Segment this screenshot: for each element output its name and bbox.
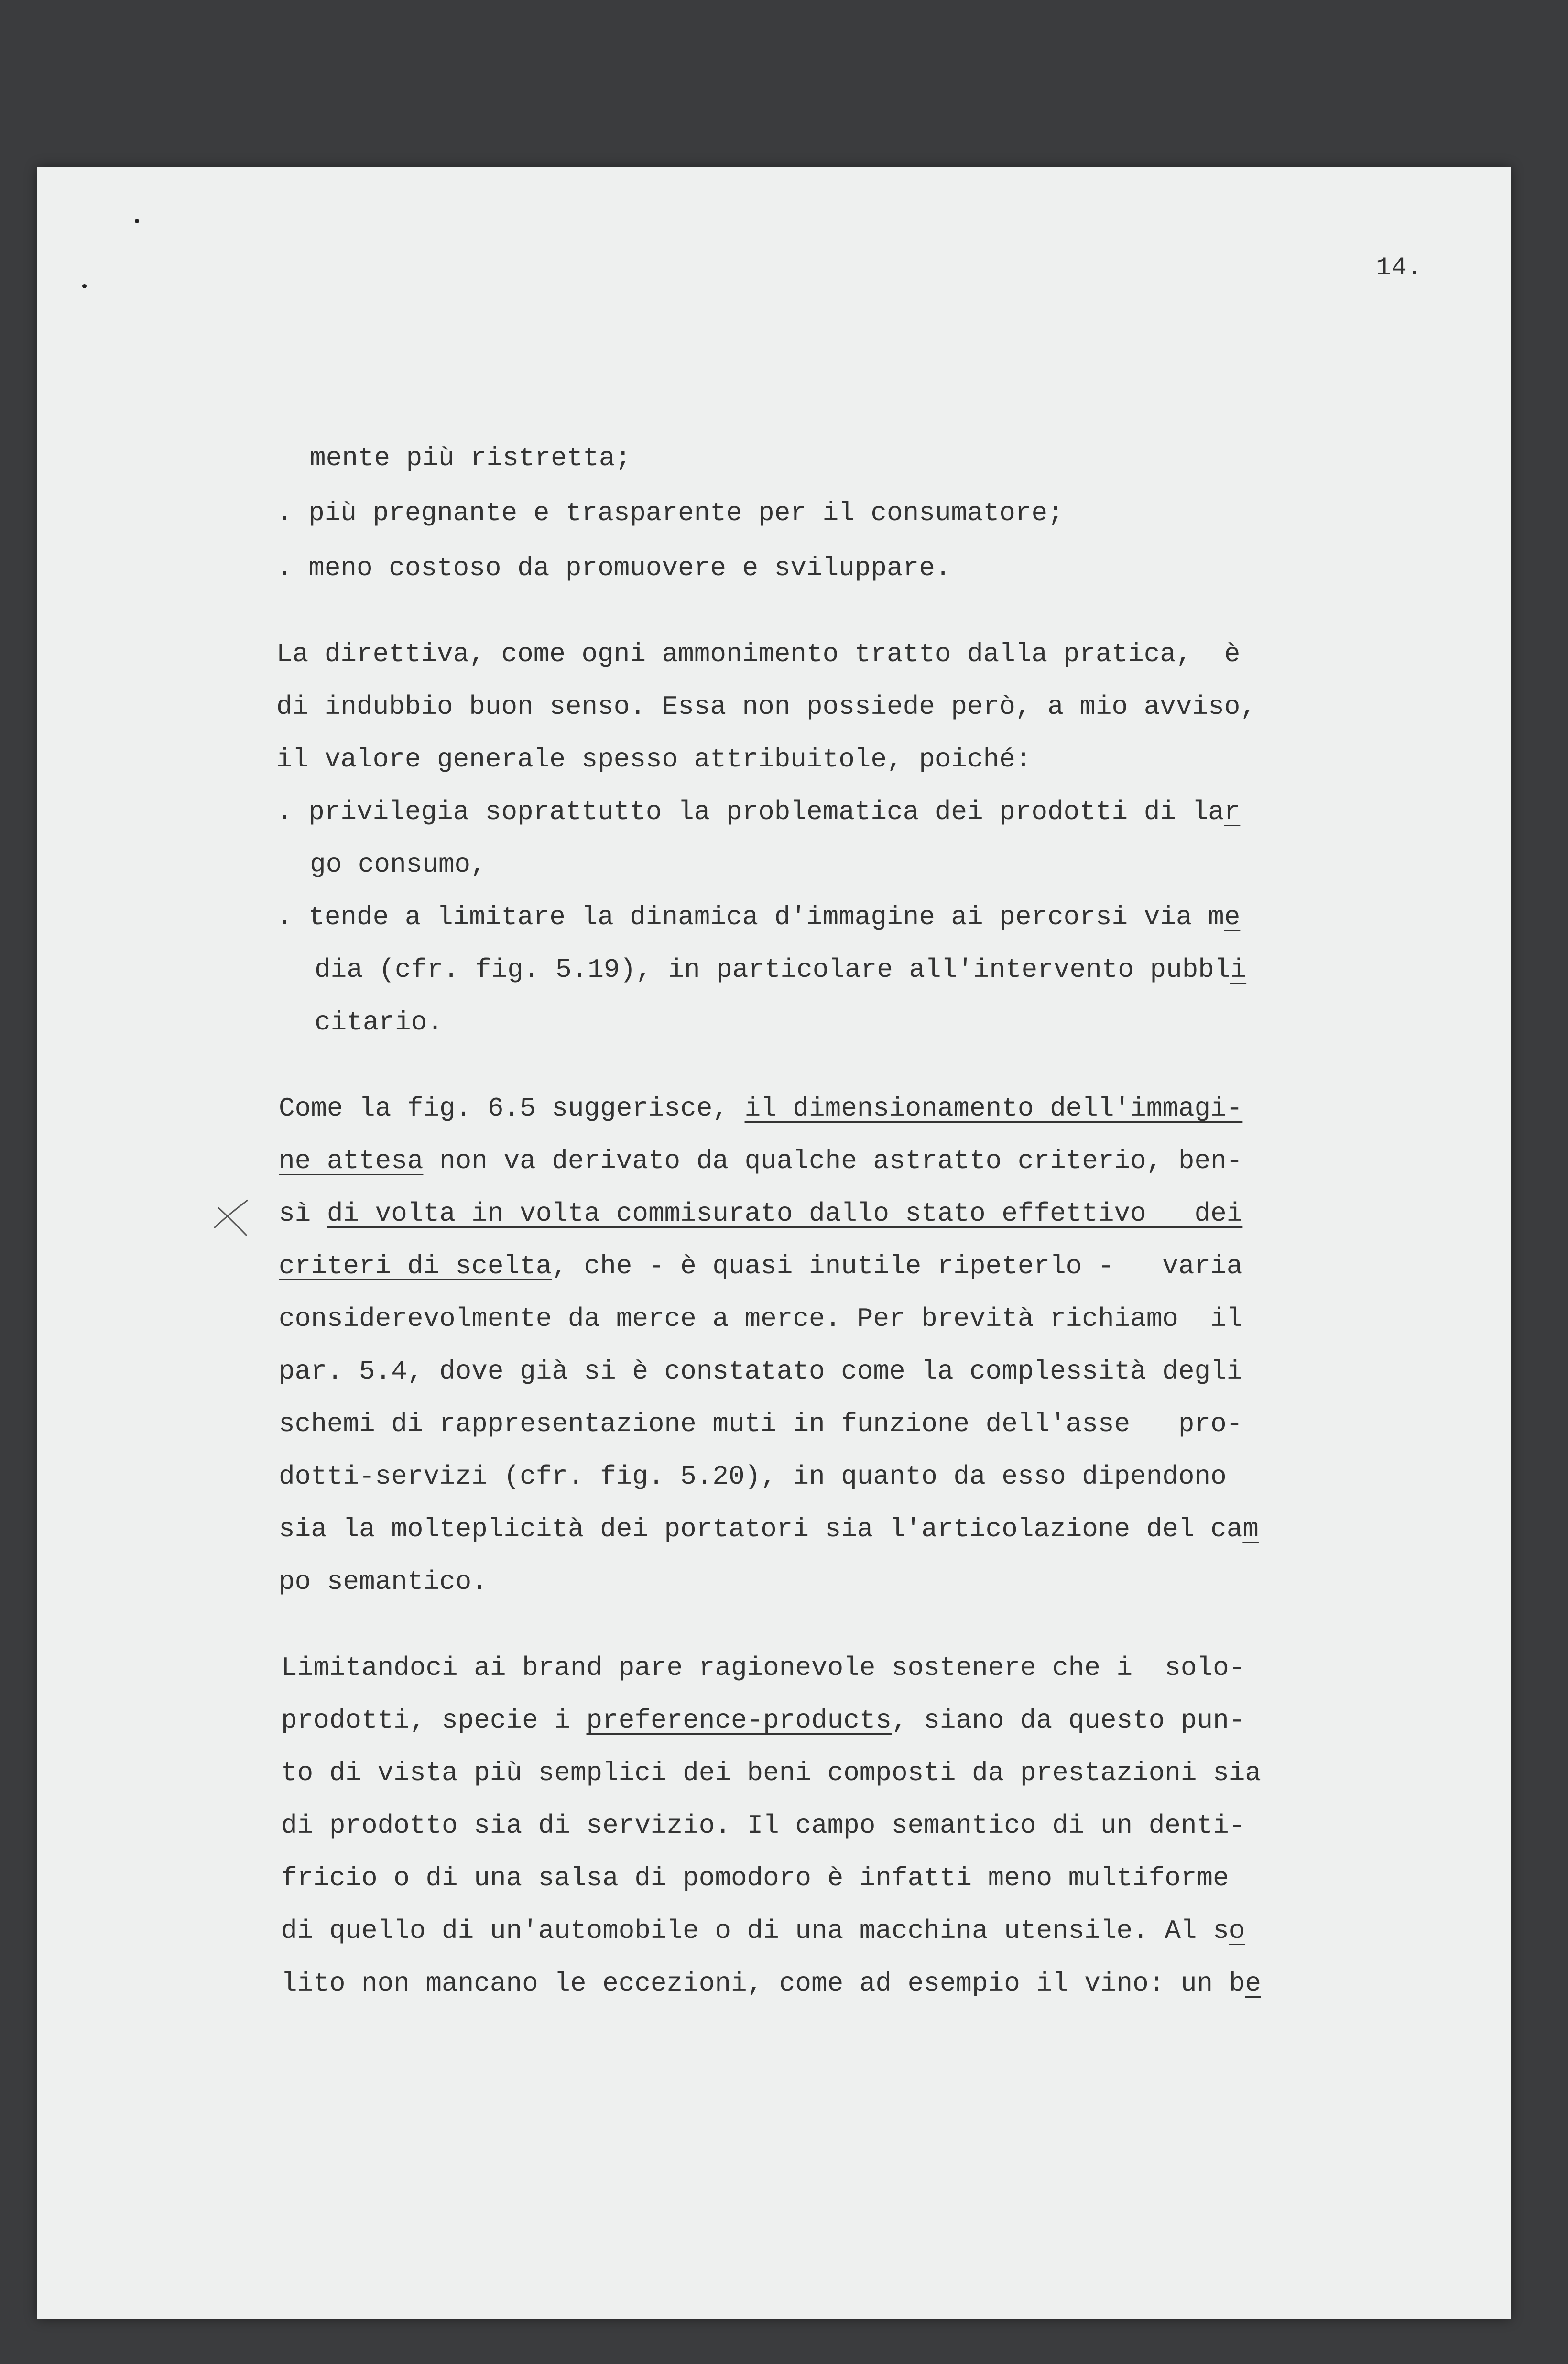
text-line: di quello di un'automobile o di una macchina utensile. Al so — [281, 1915, 1245, 1946]
text-line: . più pregnante e trasparente per il consumatore; — [276, 498, 1064, 528]
text-line: lito non mancano le eccezioni, come ad esempio il vino: un be — [281, 1968, 1261, 1999]
page-number: 14. — [1376, 253, 1423, 283]
margin-x-mark-icon — [209, 1195, 252, 1238]
text-line: schemi di rappresentazione muti in funzione dell'asse pro- — [279, 1409, 1243, 1439]
text-line: di prodotto sia di servizio. Il campo semantico di un denti- — [281, 1810, 1245, 1841]
text-line: citario. — [315, 1007, 443, 1038]
page-content — [37, 167, 1511, 2319]
text-line: ne attesa non va derivato da qualche astratto criterio, ben- — [279, 1146, 1243, 1176]
text-line: . meno costoso da promuovere e sviluppare. — [276, 553, 951, 583]
text-line: sì di volta in volta commisurato dallo stato effettivo dei — [279, 1198, 1243, 1229]
text-line: Limitandoci ai brand pare ragionevole sostenere che i solo- — [281, 1653, 1245, 1683]
text-line: criteri di scelta, che - è quasi inutile ripeterlo - varia — [279, 1251, 1243, 1281]
text-line: sia la molteplicità dei portatori sia l'articolazione del cam — [279, 1514, 1259, 1544]
text-line: di indubbio buon senso. Essa non possiede però, a mio avviso, — [276, 691, 1256, 722]
text-line: prodotti, specie i preference-products, siano da questo pun- — [281, 1705, 1245, 1736]
text-line: go consumo, — [310, 849, 487, 880]
text-line: considerevolmente da merce a merce. Per brevità richiamo il — [279, 1303, 1243, 1334]
text-line: . tende a limitare la dinamica d'immagine ai percorsi via me — [276, 902, 1241, 932]
text-line: par. 5.4, dove già si è constatato come la complessità degli — [279, 1356, 1243, 1387]
text-line: . privilegia soprattutto la problematica dei prodotti di lar — [276, 797, 1241, 827]
text-line: La direttiva, come ogni ammonimento tratto dalla pratica, è — [276, 639, 1241, 669]
text-line: il valore generale spesso attribuitole, poiché: — [276, 744, 1032, 775]
text-line: dia (cfr. fig. 5.19), in particolare all'intervento pubbli — [315, 954, 1247, 985]
text-line: fricio o di una salsa di pomodoro è infatti meno multiforme — [281, 1863, 1229, 1893]
text-line: mente più ristretta; — [310, 443, 632, 473]
text-line: po semantico. — [279, 1566, 488, 1597]
text-line: Come la fig. 6.5 suggerisce, il dimensionamento dell'immagi- — [279, 1093, 1243, 1124]
text-line: to di vista più semplici dei beni composti da prestazioni sia — [281, 1758, 1261, 1788]
text-line: dotti-servizi (cfr. fig. 5.20), in quanto da esso dipendono — [279, 1461, 1227, 1492]
